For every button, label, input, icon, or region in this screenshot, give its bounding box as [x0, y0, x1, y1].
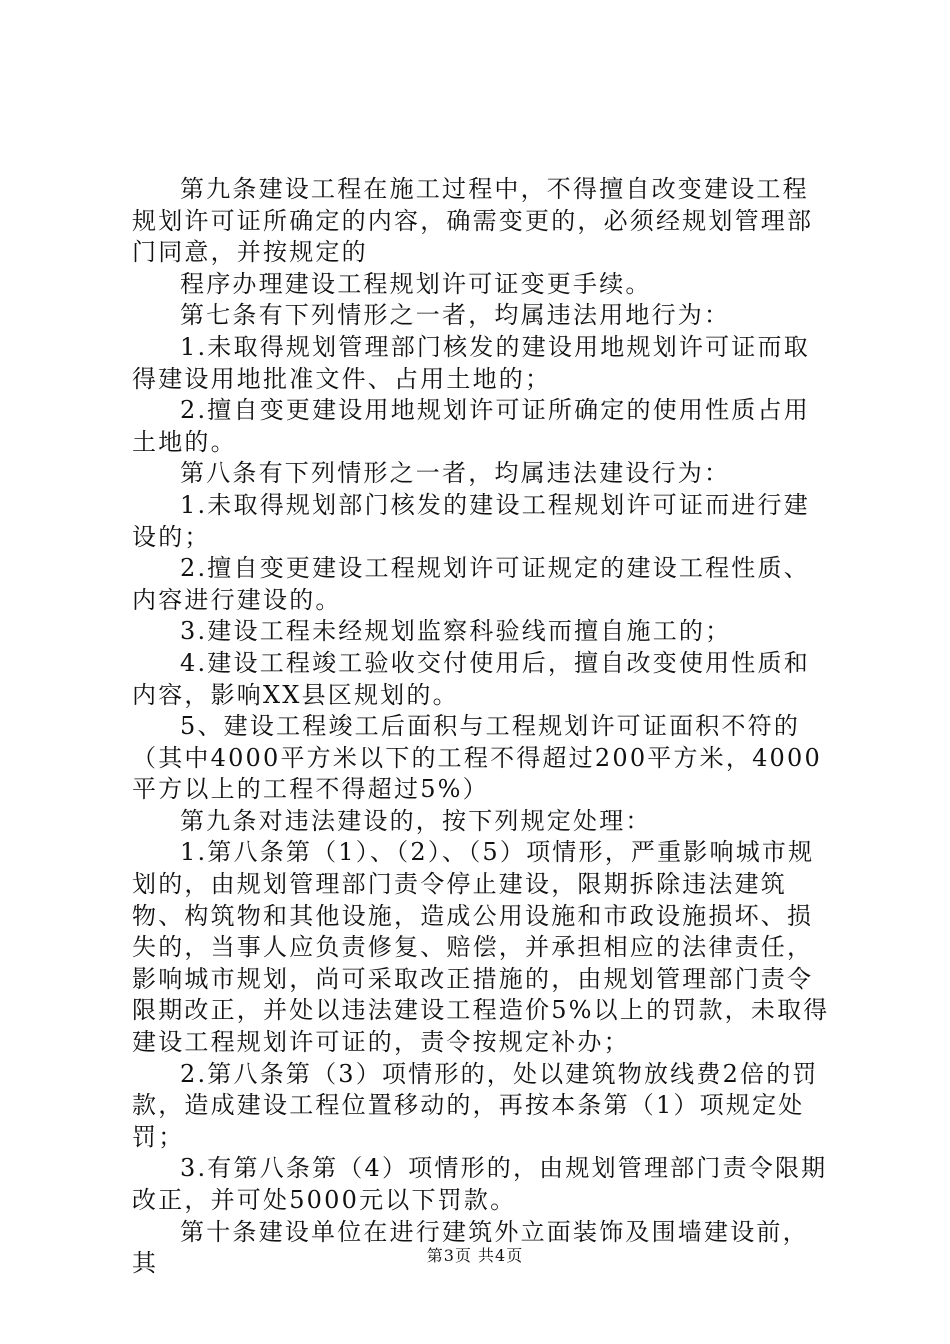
document-body	[132, 174, 832, 1280]
paragraph-article-8: 第八条有下列情形之一者，均属违法建设行为：	[180, 459, 731, 488]
paragraph-article-7-item-2: 2.擅自变更建设用地规划许可证所确定的使用性质占用土地的。	[132, 396, 810, 456]
paragraph-article-10: 第十条建设单位在进行建筑外立面装饰及围墙建设前，其	[132, 1217, 809, 1278]
page-number-label: 第3页 共4页	[426, 1246, 524, 1265]
paragraph-article-9-item-3: 3.有第八条第（4）项情形的，由规划管理部门责令限期改正，并可处5000元以下罚款。	[132, 1154, 828, 1214]
paragraph-article-8-item-2: 2.擅自变更建设工程规划许可证规定的建设工程性质、内容进行建设的。	[132, 554, 810, 614]
paragraph-article-9-change: 第九条建设工程在施工过程中，不得擅自改变建设工程规划许可证所确定的内容，确需变更的，必须经规划管理部门同意，并按规定的	[132, 175, 814, 267]
paragraph-article-8-item-3: 3.建设工程未经规划监察科验线而擅自施工的；	[180, 617, 732, 646]
paragraph-change-procedure: 程序办理建设工程规划许可证变更手续。	[180, 269, 652, 298]
paragraph-article-8-item-4: 4.建设工程竣工验收交付使用后，擅自改变使用性质和内容，影响XX县区规划的。	[132, 648, 810, 709]
paragraph-article-9-item-2: 2.第八条第（3）项情形的，处以建筑物放线费2倍的罚款，造成建设工程位置移动的，再按本条第（1）项规定处罚；	[132, 1059, 819, 1151]
paragraph-article-8-item-1: 1.未取得规划部门核发的建设工程规划许可证而进行建设的；	[132, 490, 810, 551]
paragraph-article-8-item-5: 5、建设工程竣工后面积与工程规划许可证面积不符的（其中4000平方米以下的工程不得超过200平方米，4000平方以上的工程不得超过5%）	[132, 712, 822, 804]
page-footer	[0, 1243, 950, 1266]
paragraph-article-7-item-1: 1.未取得规划管理部门核发的建设用地规划许可证而取得建设用地批准文件、占用土地的；	[132, 332, 810, 393]
paragraph-article-7: 第七条有下列情形之一者，均属违法用地行为：	[180, 301, 731, 330]
paragraph-article-9-item-1: 1.第八条第（1）、（2）、（5）项情形，严重影响城市规划的，由规划管理部门责令停止建设，限期拆除违法建筑物、构筑物和其他设施，造成公用设施和市政设施损坏、损失的，当事人应负责修复、赔偿，并承担相应的法律责任，影响城市规划，尚可采取改正措施的，由规划管理部门责令限期改正，并处以违法建设工程造价5%以上的罚款，未取得建设工程规划许可证的，责令按规定补办；	[132, 838, 830, 1057]
paragraph-article-9-penalties: 第九条对违法建设的，按下列规定处理：	[180, 806, 652, 835]
